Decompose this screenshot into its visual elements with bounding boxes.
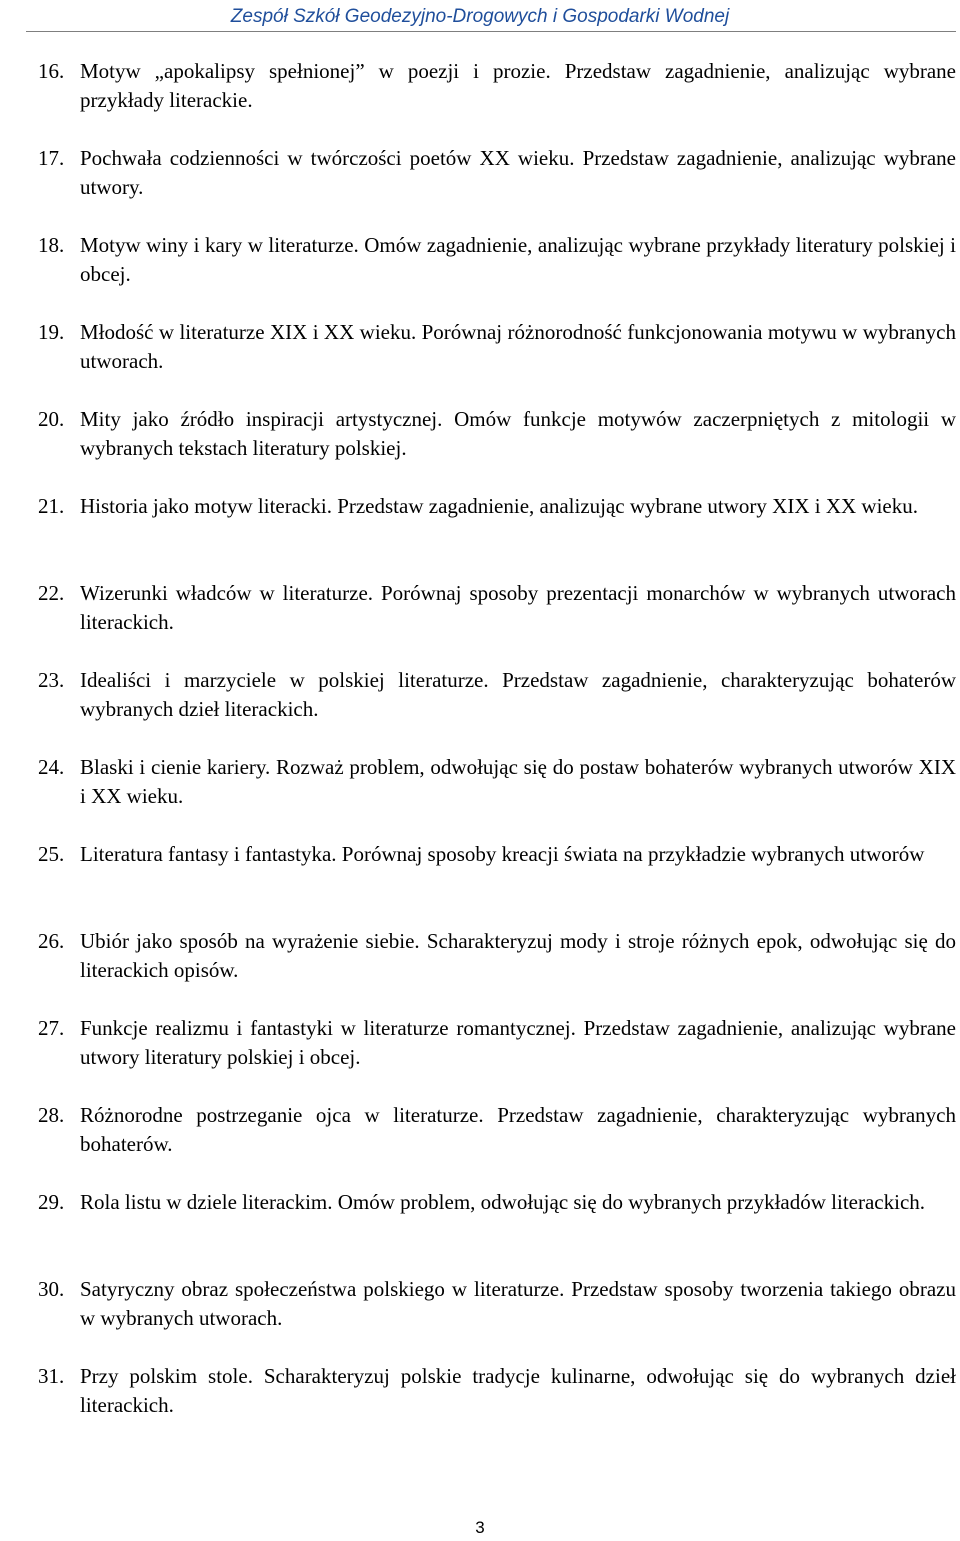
item-text: Ubiór jako sposób na wyrażenie siebie. Scharakteryzuj mody i stroje różnych epok, odwołując się do literackich opisów. — [80, 929, 956, 982]
item-number: 31. — [38, 1364, 65, 1388]
list-item — [38, 666, 956, 724]
item-text: Różnorodne postrzeganie ojca w literaturze. Przedstaw zagadnienie, charakteryzując wybranych bohaterów. — [80, 1103, 956, 1156]
list-item — [38, 927, 956, 985]
item-number: 25. — [38, 842, 65, 866]
item-text: Rola listu w dziele literackim. Omów problem, odwołując się do wybranych przykładów literackich. — [80, 1190, 926, 1214]
item-number: 20. — [38, 407, 65, 431]
item-number: 27. — [38, 1016, 65, 1040]
list-item — [38, 492, 956, 521]
list-item — [38, 57, 956, 115]
item-text: Satyryczny obraz społeczeństwa polskiego w literaturze. Przedstaw sposoby tworzenia takiego obrazu w wybranych utworach. — [80, 1277, 956, 1330]
list-item — [38, 1188, 956, 1217]
item-text: Literatura fantasy i fantastyka. Porównaj sposoby kreacji świata na przykładzie wybranych utworów — [80, 842, 925, 866]
item-number: 29. — [38, 1190, 65, 1214]
item-text: Historia jako motyw literacki. Przedstaw zagadnienie, analizując wybrane utwory XIX i XX wieku. — [80, 494, 918, 518]
item-number: 24. — [38, 755, 65, 779]
list-item — [38, 1362, 956, 1420]
list-item — [38, 231, 956, 289]
item-number: 16. — [38, 59, 65, 83]
list-item — [38, 318, 956, 376]
item-text: Młodość w literaturze XIX i XX wieku. Porównaj różnorodność funkcjonowania motywu w wybranych utworach. — [80, 320, 956, 373]
list-item — [38, 1014, 956, 1072]
list-item — [38, 1101, 956, 1159]
item-number: 22. — [38, 581, 65, 605]
item-text: Motyw „apokalipsy spełnionej” w poezji i prozie. Przedstaw zagadnienie, analizując wybrane przykłady literackie. — [80, 59, 956, 112]
list-item — [38, 579, 956, 637]
item-text: Idealiści i marzyciele w polskiej literaturze. Przedstaw zagadnienie, charakteryzując bohaterów wybranych dzieł literackich. — [80, 668, 956, 721]
item-number: 17. — [38, 146, 65, 170]
list-item — [38, 753, 956, 811]
item-text: Mity jako źródło inspiracji artystycznej. Omów funkcje motywów zaczerpniętych z mitologii w wybranych tekstach literatury polskiej. — [80, 407, 956, 460]
page-header: Zespół Szkół Geodezyjno-Drogowych i Gospodarki Wodnej — [230, 6, 730, 27]
header-divider — [26, 31, 956, 32]
item-text: Funkcje realizmu i fantastyki w literaturze romantycznej. Przedstaw zagadnienie, analizując wybrane utwory literatury polskiej i obcej. — [80, 1016, 956, 1069]
item-number: 19. — [38, 320, 65, 344]
item-number: 28. — [38, 1103, 65, 1127]
list-item — [38, 405, 956, 463]
item-text: Blaski i cienie kariery. Rozważ problem, odwołując się do postaw bohaterów wybranych utworów XIX i XX wieku. — [80, 755, 956, 808]
item-number: 30. — [38, 1277, 65, 1301]
list-item — [38, 144, 956, 202]
item-text: Przy polskim stole. Scharakteryzuj polskie tradycje kulinarne, odwołując się do wybranych dzieł literackich. — [80, 1364, 956, 1417]
page-number: 3 — [475, 1518, 485, 1537]
item-number: 23. — [38, 668, 65, 692]
item-text: Motyw winy i kary w literaturze. Omów zagadnienie, analizując wybrane przykłady literatury polskiej i obcej. — [80, 233, 956, 286]
item-number: 26. — [38, 929, 65, 953]
item-text: Wizerunki władców w literaturze. Porównaj sposoby prezentacji monarchów w wybranych utworach literackich. — [80, 581, 956, 634]
list-item — [38, 1275, 956, 1333]
item-number: 18. — [38, 233, 65, 257]
item-number: 21. — [38, 494, 65, 518]
item-text: Pochwała codzienności w twórczości poetów XX wieku. Przedstaw zagadnienie, analizując wybrane utwory. — [80, 146, 956, 199]
list-item — [38, 840, 956, 869]
